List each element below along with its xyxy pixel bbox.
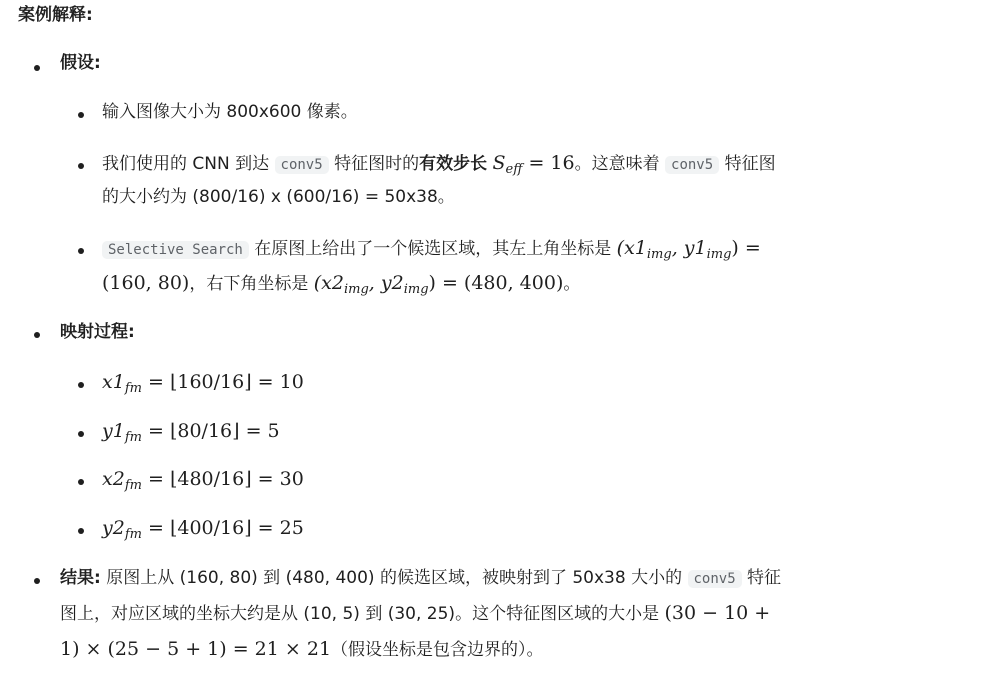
inline-code: conv5: [665, 156, 719, 174]
result-heading: 结果:: [60, 568, 101, 588]
text: 特征图时的: [328, 154, 420, 174]
assumption-item-3-cont: [102, 270, 580, 299]
bullet-icon: [78, 528, 84, 534]
inline-code: conv5: [688, 570, 742, 588]
assumption-item-2: [102, 150, 776, 179]
assumption-item-2-cont: 的大小约为 (800/16) x (600/16) = 50x38。: [102, 187, 455, 207]
bullet-icon: [34, 65, 40, 71]
result-line-2: [60, 600, 770, 627]
assumption-item-1: [102, 99, 358, 125]
bullet-icon: [78, 248, 84, 254]
math: ($x2_{img}$, $y2_{img}) = (480$, 400): [313, 272, 564, 297]
math: (160, 80): [102, 272, 190, 294]
math: ($x1_{img}$, $y1_{img}$) =: [616, 237, 761, 262]
assumption-item-3: [102, 235, 761, 264]
bullet-icon: [34, 578, 40, 584]
bullet-icon: [78, 382, 84, 388]
bullet-icon: [78, 163, 84, 169]
text: （假设坐标是包含边界的）。: [331, 640, 544, 660]
bullet-icon: [78, 479, 84, 485]
inline-code: conv5: [275, 156, 329, 174]
text: 。: [563, 274, 581, 294]
inline-code: Selective Search: [102, 241, 249, 259]
text: 输入图像大小为 800x600 像素。: [102, 102, 358, 122]
section-title: 案例解释:: [18, 5, 93, 25]
mapping-item: $x2_{fm}$ = ⌊480/16⌋ = 30: [102, 468, 304, 493]
text: 图上，对应区域的坐标大约是从 (10, 5) 到 (30, 25)。这个特征图区域的大小是: [60, 604, 665, 624]
bullet-icon: [34, 332, 40, 338]
mapping-heading: 映射过程:: [60, 322, 135, 342]
assumption-heading: 假设:: [60, 53, 101, 73]
math: (30 − 10 +: [664, 602, 771, 624]
result-line-1: [60, 565, 781, 592]
bold-text: 有效步长: [419, 154, 488, 174]
bullet-icon: [78, 112, 84, 118]
math: $S_{eff} = 16$: [492, 152, 575, 177]
result-line-3: [60, 636, 544, 663]
mapping-item: $x1_{fm}$ = ⌊160/16⌋ = 10: [102, 371, 304, 396]
text: 原图上从 (160, 80) 到 (480, 400) 的候选区域，被映射到了 50x38 大小的: [100, 568, 688, 588]
bullet-icon: [78, 431, 84, 437]
text: 在原图上给出了一个候选区域，其左上角坐标是: [248, 239, 617, 259]
text: ，右下角坐标是: [189, 274, 314, 294]
text: 。这意味着: [574, 154, 666, 174]
text: 特征: [741, 568, 782, 588]
math: 1) × (25 − 5 + 1) = 21 × 21: [60, 638, 332, 660]
text: 特征图: [719, 154, 776, 174]
text: 我们使用的 CNN 到达: [102, 154, 275, 174]
mapping-item: $y1_{fm}$ = ⌊80/16⌋ = 5: [102, 420, 280, 445]
mapping-item: $y2_{fm}$ = ⌊400/16⌋ = 25: [102, 517, 304, 542]
